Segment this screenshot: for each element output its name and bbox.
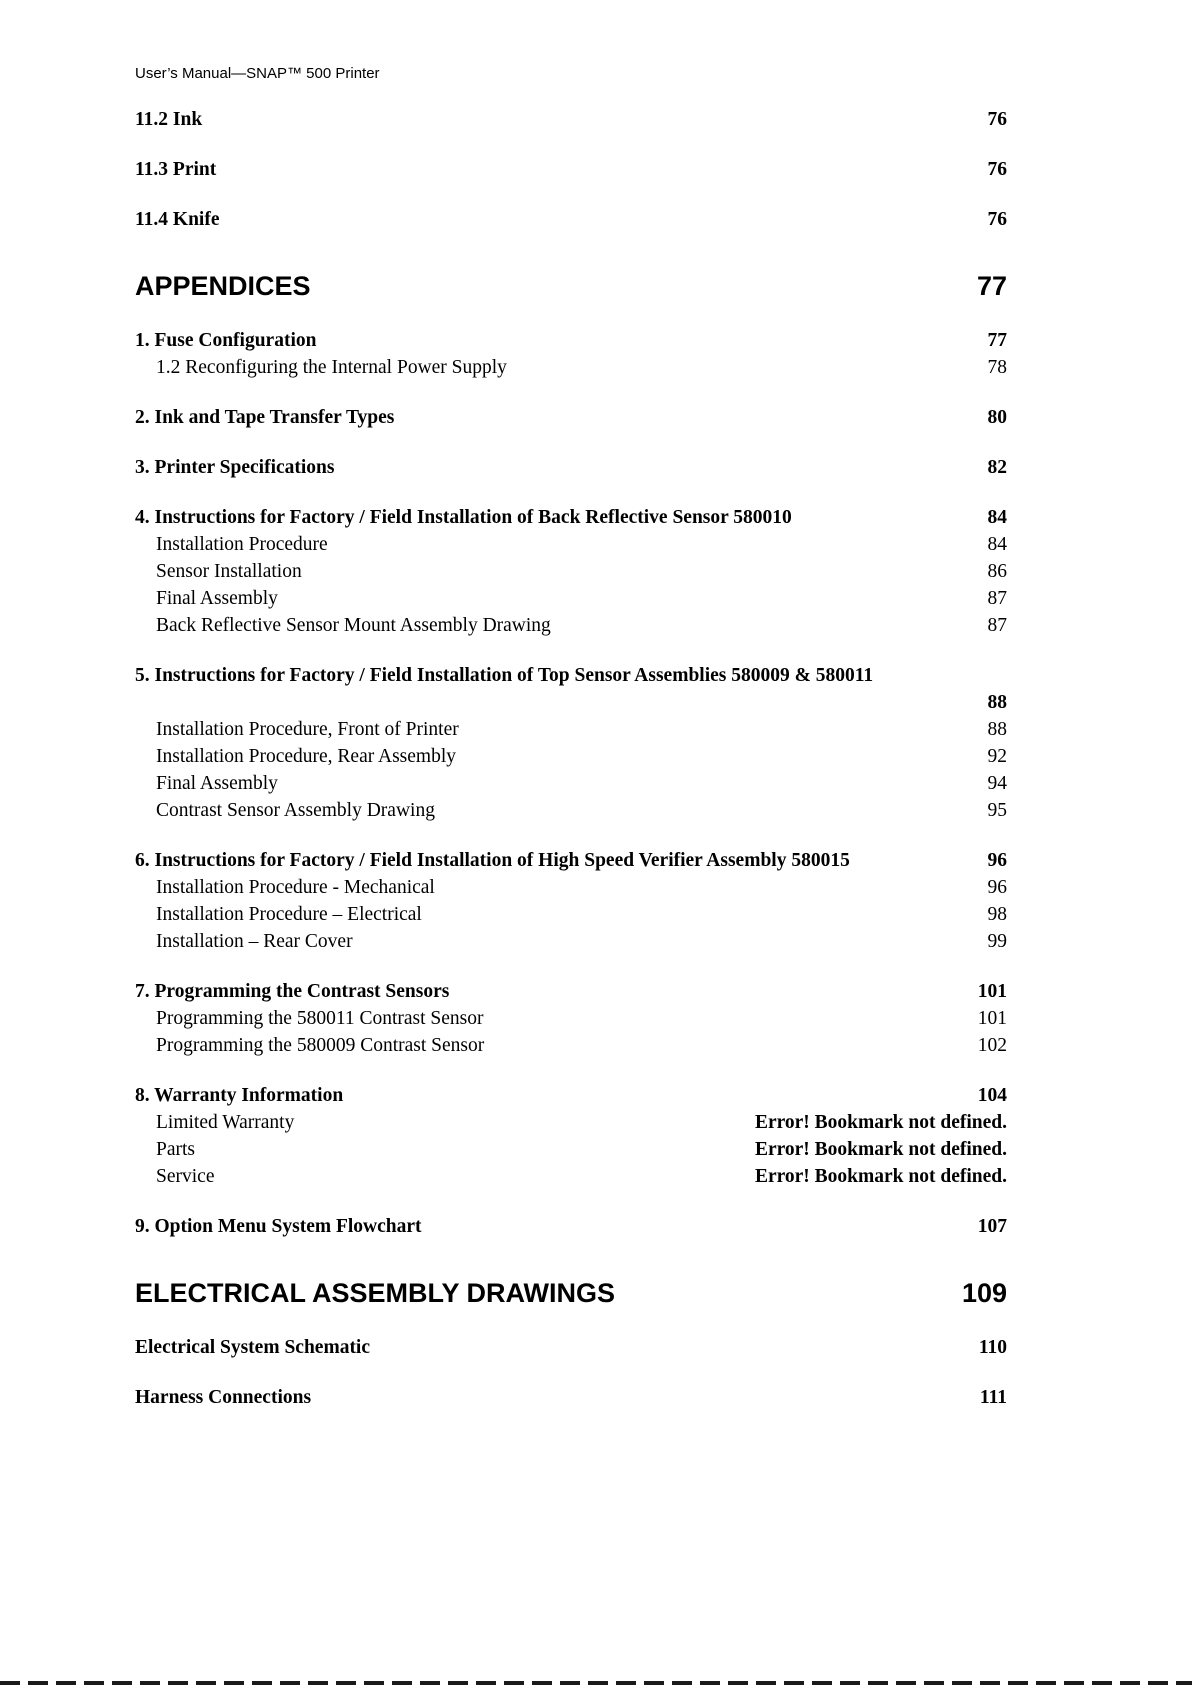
toc-page bbox=[135, 64, 1007, 1411]
toc-entry-label: 1.2 Reconfiguring the Internal Power Supply bbox=[156, 357, 507, 378]
toc-entry-label: Contrast Sensor Assembly Drawing bbox=[156, 800, 435, 821]
toc-entry-page: 110 bbox=[978, 1337, 1007, 1358]
toc-entry-page: 109 bbox=[961, 1278, 1007, 1308]
toc-entry-label: APPENDICES bbox=[135, 271, 311, 301]
toc-entry-label: ELECTRICAL ASSEMBLY DRAWINGS bbox=[135, 1278, 616, 1308]
toc-heading-entry[interactable] bbox=[135, 1276, 1007, 1311]
toc-entry-page: 88 bbox=[987, 719, 1007, 740]
toc-entry[interactable] bbox=[135, 1334, 1007, 1361]
toc-entry[interactable] bbox=[135, 874, 1007, 901]
toc-entry-page: 76 bbox=[987, 159, 1007, 180]
toc-entry-page: 94 bbox=[987, 773, 1007, 794]
toc-entry-label: 1. Fuse Configuration bbox=[135, 330, 317, 351]
toc-entry-page: 86 bbox=[987, 561, 1007, 582]
toc-entry[interactable] bbox=[135, 662, 1007, 716]
toc-entry-label: Back Reflective Sensor Mount Assembly Drawing bbox=[156, 615, 551, 636]
toc-entry-page: 82 bbox=[987, 457, 1007, 478]
toc-entry-label: 2. Ink and Tape Transfer Types bbox=[135, 407, 395, 428]
toc-entry-page: 92 bbox=[987, 746, 1007, 767]
toc-entry[interactable] bbox=[135, 1109, 1007, 1136]
toc-entry-page: 98 bbox=[987, 904, 1007, 925]
toc-entry[interactable] bbox=[135, 1384, 1007, 1411]
toc-entry[interactable] bbox=[135, 1213, 1007, 1240]
toc-entry-label: 11.2 Ink bbox=[135, 109, 203, 130]
toc-entry-label: Sensor Installation bbox=[156, 561, 302, 582]
toc-entry-page: 102 bbox=[977, 1035, 1007, 1056]
toc-entry-page: 96 bbox=[987, 877, 1007, 898]
toc-entry-page: Error! Bookmark not defined. bbox=[754, 1112, 1007, 1133]
toc-entry-page: 87 bbox=[987, 588, 1007, 609]
toc-entry-label: 8. Warranty Information bbox=[135, 1085, 344, 1106]
toc-entry-label: Final Assembly bbox=[156, 588, 278, 609]
toc-entry[interactable] bbox=[135, 354, 1007, 381]
toc-entry[interactable] bbox=[135, 743, 1007, 770]
toc-entry-label: Programming the 580009 Contrast Sensor bbox=[156, 1035, 485, 1056]
toc-entry-label: Limited Warranty bbox=[156, 1112, 295, 1133]
toc-entry-label: Programming the 580011 Contrast Sensor bbox=[156, 1008, 484, 1029]
toc-entry-label: 3. Printer Specifications bbox=[135, 457, 335, 478]
toc-entry[interactable] bbox=[135, 770, 1007, 797]
toc-entry[interactable] bbox=[135, 327, 1007, 354]
toc-entry-page: 76 bbox=[987, 109, 1007, 130]
toc-entry-page: 95 bbox=[987, 800, 1007, 821]
toc-entry[interactable] bbox=[135, 716, 1007, 743]
toc-entry[interactable] bbox=[135, 797, 1007, 824]
toc-entry[interactable] bbox=[135, 1163, 1007, 1190]
toc-entry[interactable] bbox=[135, 978, 1007, 1005]
toc-entry[interactable] bbox=[135, 504, 1007, 531]
toc-entry[interactable] bbox=[135, 1136, 1007, 1163]
toc-entry-page: Error! Bookmark not defined. bbox=[754, 1139, 1007, 1160]
toc-entry-label: 11.4 Knife bbox=[135, 209, 220, 230]
toc-entry-label: Electrical System Schematic bbox=[135, 1337, 371, 1358]
toc-entry-page: 77 bbox=[987, 330, 1007, 351]
toc-entry[interactable] bbox=[135, 847, 1007, 874]
toc-entry-label: 4. Instructions for Factory / Field Installation of Back Reflective Sensor 580010 bbox=[135, 507, 792, 528]
toc-entry[interactable] bbox=[135, 1082, 1007, 1109]
toc-entry[interactable] bbox=[135, 531, 1007, 558]
toc-entry-page: 101 bbox=[977, 981, 1007, 1002]
toc-entry[interactable] bbox=[135, 612, 1007, 639]
page-bottom-edge bbox=[0, 1681, 1192, 1685]
toc-entry-label: 11.3 Print bbox=[135, 159, 217, 180]
toc-entry-page: 88 bbox=[987, 692, 1007, 713]
toc-entry-page: 107 bbox=[977, 1216, 1007, 1237]
toc-entry-page: 84 bbox=[987, 534, 1007, 555]
toc-entry[interactable] bbox=[135, 454, 1007, 481]
toc-entry-label: Parts bbox=[156, 1139, 195, 1160]
toc-entry-page: 80 bbox=[987, 407, 1007, 428]
toc-entry-page: 76 bbox=[987, 209, 1007, 230]
toc-entry-label: Installation Procedure, Front of Printer bbox=[156, 719, 459, 740]
toc-entry[interactable] bbox=[135, 206, 1007, 233]
toc-entry-page: 99 bbox=[987, 931, 1007, 952]
toc-entry[interactable] bbox=[135, 1005, 1007, 1032]
toc-entry[interactable] bbox=[135, 156, 1007, 183]
toc-entry-label: 6. Instructions for Factory / Field Installation of High Speed Verifier Assembly 580015 bbox=[135, 850, 850, 871]
toc-entry-label: Service bbox=[156, 1166, 215, 1187]
toc-entry-label: Final Assembly bbox=[156, 773, 278, 794]
toc-heading-entry[interactable] bbox=[135, 269, 1007, 304]
toc-entry-page: 101 bbox=[977, 1008, 1007, 1029]
toc-entry-label: Installation Procedure - Mechanical bbox=[156, 877, 435, 898]
toc-entry[interactable] bbox=[135, 558, 1007, 585]
toc-entry-page: 104 bbox=[977, 1085, 1007, 1106]
toc-entry[interactable] bbox=[135, 585, 1007, 612]
toc-entry[interactable] bbox=[135, 404, 1007, 431]
toc-entry-label: Installation Procedure bbox=[156, 534, 328, 555]
toc-entry-page: 78 bbox=[987, 357, 1007, 378]
toc-entry-label: 5. Instructions for Factory / Field Installation of Top Sensor Assemblies 580009 & 580011 bbox=[135, 665, 874, 686]
toc-entry[interactable] bbox=[135, 901, 1007, 928]
toc-entry-page: 96 bbox=[987, 850, 1007, 871]
table-of-contents bbox=[135, 106, 1007, 1411]
toc-entry-page: Error! Bookmark not defined. bbox=[754, 1166, 1007, 1187]
toc-entry-page: 87 bbox=[987, 615, 1007, 636]
toc-entry-label: Installation – Rear Cover bbox=[156, 931, 353, 952]
toc-entry-label: Installation Procedure – Electrical bbox=[156, 904, 422, 925]
toc-entry-label: Installation Procedure, Rear Assembly bbox=[156, 746, 457, 767]
toc-entry-page: 84 bbox=[987, 507, 1007, 528]
toc-entry-label: Harness Connections bbox=[135, 1387, 312, 1408]
toc-entry-label: 7. Programming the Contrast Sensors bbox=[135, 981, 450, 1002]
page-header: User’s Manual—SNAP™ 500 Printer bbox=[135, 65, 380, 82]
toc-entry[interactable] bbox=[135, 1032, 1007, 1059]
toc-entry-page: 77 bbox=[976, 271, 1007, 301]
toc-entry-page: 111 bbox=[979, 1387, 1007, 1408]
toc-entry-label: 9. Option Menu System Flowchart bbox=[135, 1216, 422, 1237]
toc-entry[interactable] bbox=[135, 928, 1007, 955]
toc-entry[interactable] bbox=[135, 106, 1007, 133]
